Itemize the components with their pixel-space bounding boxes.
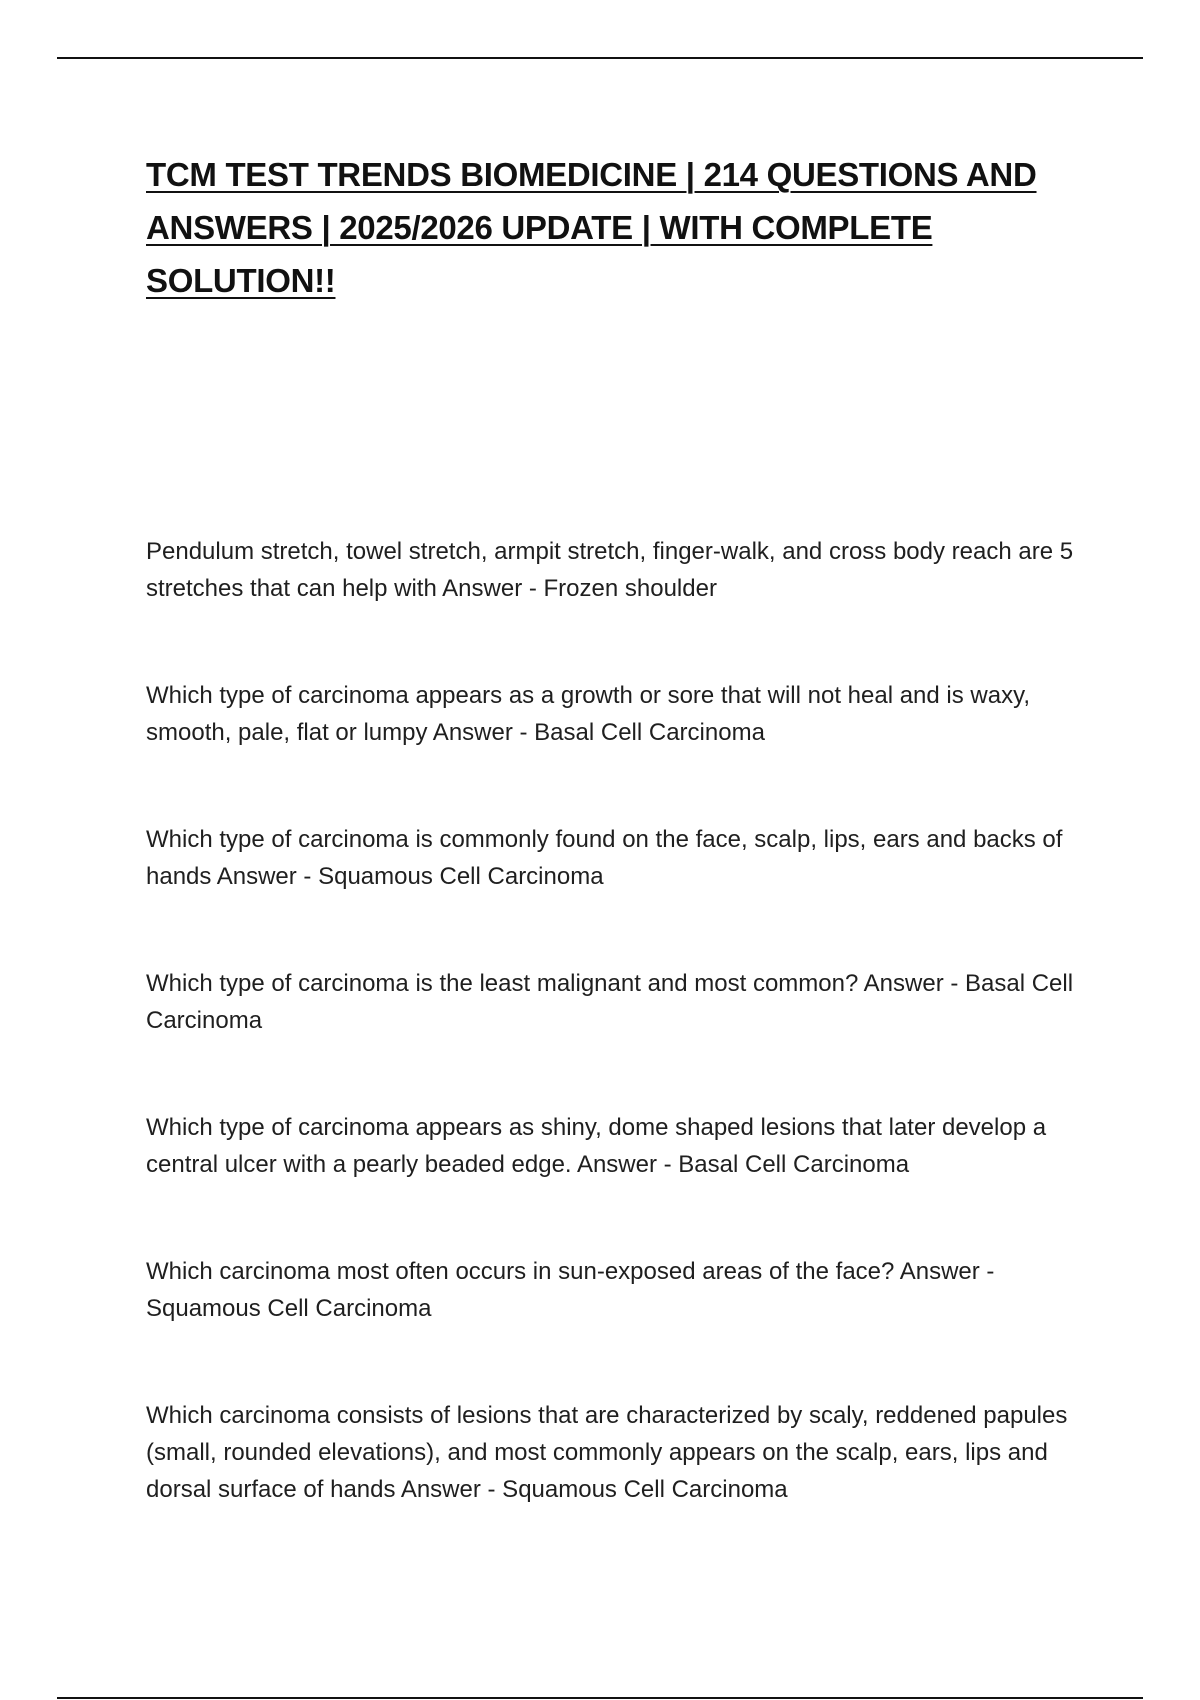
top-divider: [57, 57, 1143, 59]
qa-item: Which type of carcinoma is commonly found on the face, scalp, lips, ears and backs of hands Answer - Squamous Cell Carcinoma: [146, 826, 1063, 890]
qa-item: Which type of carcinoma appears as a growth or sore that will not heal and is waxy, smooth, pale, flat or lumpy Answer - Basal Cell Carcinoma: [146, 682, 1030, 746]
bottom-divider: [57, 1697, 1143, 1699]
qa-item: Which carcinoma most often occurs in sun-exposed areas of the face? Answer - Squamous Cell Carcinoma: [146, 1258, 995, 1322]
qa-item: Which type of carcinoma is the least malignant and most common? Answer - Basal Cell Carcinoma: [146, 970, 1074, 1034]
qa-item: Pendulum stretch, towel stretch, armpit stretch, finger-walk, and cross body reach are 5 stretches that can help with Answer - Frozen shoulder: [146, 538, 1074, 602]
qa-list: [146, 533, 1076, 1508]
qa-item: Which type of carcinoma appears as shiny, dome shaped lesions that later develop a central ulcer with a pearly beaded edge. Answer - Basal Cell Carcinoma: [146, 1114, 1047, 1178]
document-title: TCM TEST TRENDS BIOMEDICINE | 214 QUESTIONS AND ANSWERS | 2025/2026 UPDATE | WITH COMPLETE SOLUTION!!: [146, 156, 1037, 299]
qa-item: Which carcinoma consists of lesions that are characterized by scaly, reddened papules (small, rounded elevations), and most commonly appears on the scalp, ears, lips and dorsal surface of hands Answer - Squamous Cell Carcinoma: [146, 1402, 1068, 1503]
